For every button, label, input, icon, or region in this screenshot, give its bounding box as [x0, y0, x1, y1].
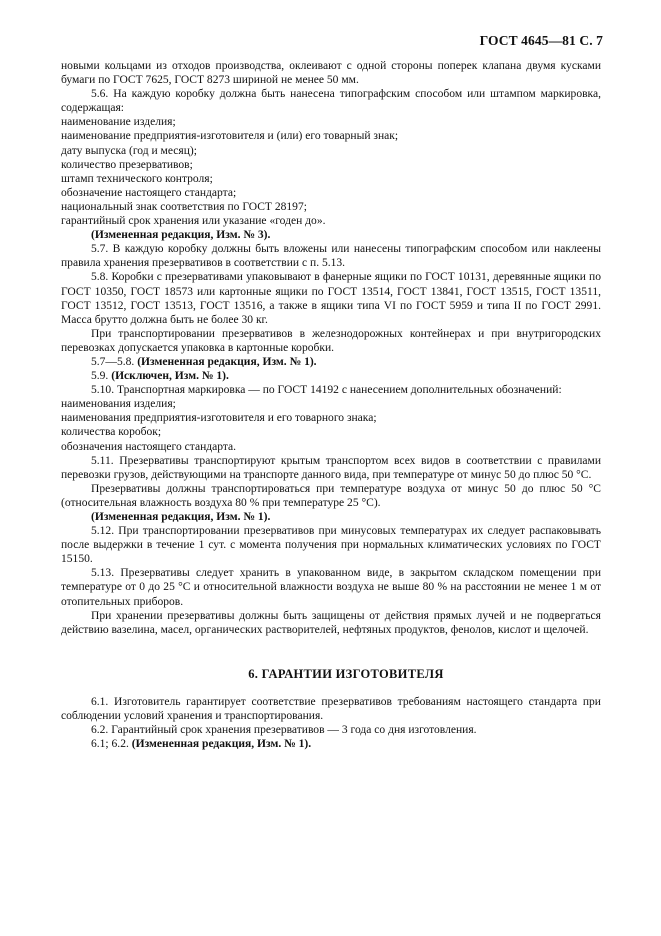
paragraph-continuation: новыми кольцами из отходов производства, оклеивают с одной стороны поперек клапана двумя кусками бумаги по ГОСТ 7625, ГОСТ 8273 шириной не менее 50 мм. [61, 60, 601, 87]
amendment-note: (Измененная редакция, Изм. № 1). [131, 738, 312, 751]
paragraph-6-1: 6.1. Изготовитель гарантирует соответствие презервативов требованиям настоящего стандарта при соблюдении условий хранения и транспортирования. [61, 695, 601, 723]
amendment-note: (Измененная редакция, Изм. № 1). [137, 355, 317, 368]
list-item: наименование предприятия-изготовителя и (или) его товарный знак; [61, 130, 399, 143]
amendment-line [61, 355, 601, 369]
paragraph-storage-protection: При хранении презервативы должны быть защищены от действия прямых лучей и не подвергаться действию вазелина, масел, органических растворителей, нефтяных продуктов, фенолов, кислот и щелочей. [61, 609, 601, 636]
amendment-line [61, 369, 601, 383]
clause-number: 6.1; 6.2. [91, 738, 129, 751]
list-item: количество презервативов; [61, 158, 193, 171]
paragraph-5-13: 5.13. Презервативы следует хранить в упакованном виде, в закрытом складском помещении при температуре от 0 до 25 °С и относительной влажности воздуха не выше 80 % на расстоянии не менее 1 м от отопительных приборов. [61, 567, 601, 608]
paragraph-transport-note: При транспортировании презервативов в железнодорожных контейнерах и при внутригородских перевозках допускается упаковка в картонные коробки. [61, 327, 601, 354]
page-header: ГОСТ 4645—81 С. 7 [479, 33, 603, 48]
paragraph-5-7: 5.7. В каждую коробку должны быть вложены или нанесены типографским способом или наклеены правила хранения презервативов в соответствии с п. 5.13. [61, 243, 601, 270]
list-item: обозначение настоящего стандарта; [61, 186, 237, 199]
list-item: штамп технического контроля; [61, 172, 213, 185]
list-item: обозначения настоящего стандарта. [61, 440, 237, 453]
clause-number: 5.7—5.8. [91, 355, 135, 368]
amendment-line [61, 737, 601, 751]
paragraph-5-6: 5.6. На каждую коробку должна быть нанесена типографским способом или штампом маркировка, содержащая: [61, 88, 601, 115]
paragraph-5-12: 5.12. При транспортировании презервативов при минусовых температурах их следует распаковывать после выдержки в течение 1 сут. с момента получения при нормальных климатических условиях по ГОСТ 15150. [61, 525, 601, 566]
amendment-note: (Измененная редакция, Изм. № 1). [91, 511, 271, 523]
list-item: количества коробок; [61, 426, 162, 439]
marking-list [61, 115, 601, 228]
paragraph-6-2: 6.2. Гарантийный срок хранения презервативов — 3 года со дня изготовления. [91, 724, 477, 737]
document-body [61, 59, 601, 751]
amendment-note: (Исключен, Изм. № 1). [111, 370, 229, 383]
list-item: наименования предприятия-изготовителя и его товарного знака; [61, 412, 377, 425]
section-title: 6. ГАРАНТИИ ИЗГОТОВИТЕЛЯ [248, 666, 444, 681]
list-item: гарантийный срок хранения или указание «годен до». [61, 215, 326, 228]
paragraph-temperature: Презервативы должны транспортироваться при температуре воздуха от минус 50 до плюс 50 °С (относительная влажность воздуха 80 % при температуре 25 °С). [61, 482, 601, 509]
list-item: дату выпуска (год и месяц); [61, 144, 197, 157]
clause-number: 5.9. [91, 370, 109, 383]
amendment-note: (Измененная редакция, Изм. № 3). [91, 229, 271, 242]
transport-marking-list [61, 397, 601, 453]
list-item: национальный знак соответствия по ГОСТ 28197; [61, 200, 307, 213]
paragraph-5-8: 5.8. Коробки с презервативами упаковывают в фанерные ящики по ГОСТ 10131, деревянные ящики по ГОСТ 10350, ГОСТ 18573 или картонные ящики по ГОСТ 13514, ГОСТ 13841, ГОСТ 13515, ГОСТ 13511, ГОСТ 13512, ГОСТ 13513, ГОСТ 13516, а также в ящики типа VI по ГОСТ 5959 и типа II по ГОСТ 2991. Масса брутто должна быть не более 30 кг. [61, 271, 601, 326]
list-item: наименования изделия; [61, 398, 176, 411]
list-item: наименование изделия; [61, 116, 176, 129]
paragraph-5-10: 5.10. Транспортная маркировка — по ГОСТ 14192 с нанесением дополнительных обозначений: [91, 384, 562, 397]
paragraph-5-11: 5.11. Презервативы транспортируют крытым транспортом всех видов в соответствии с правилами перевозки грузов, действующими на транспорте данного вида, при температуре от минус 50 до плюс 50 °С. [61, 454, 601, 481]
